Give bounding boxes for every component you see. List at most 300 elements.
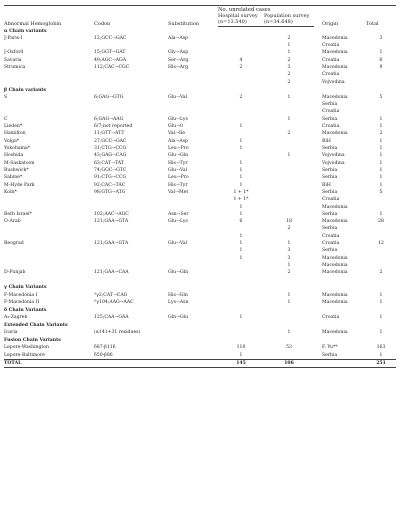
cell-origin: Serbia bbox=[322, 211, 338, 217]
cell-origin: Macedonia bbox=[322, 50, 348, 56]
cell-substitution: His→Arg bbox=[168, 65, 189, 71]
header-row-top bbox=[4, 6, 396, 14]
cell-population-count: 1 bbox=[287, 153, 291, 159]
cell-total bbox=[366, 204, 396, 211]
cell-population-count: 2 bbox=[287, 35, 291, 41]
cell-total: 2 bbox=[379, 131, 383, 137]
cell-abnormal-hemoglobin: Beograd bbox=[4, 241, 24, 247]
cell-hospital-count: 1 + 1* bbox=[233, 197, 249, 203]
table-row bbox=[4, 182, 396, 189]
cell-origin: Croatia bbox=[322, 72, 340, 78]
cell-substitution bbox=[168, 247, 218, 254]
cell-codon: 49;AGC→AGA bbox=[94, 57, 127, 63]
cell-hospital-count: 1 + 1* bbox=[233, 189, 249, 195]
table-row bbox=[4, 352, 396, 360]
cell-codon: 125;CAA→GAA bbox=[94, 315, 129, 321]
cell-hospital-count bbox=[218, 42, 264, 49]
cell-total: 5 bbox=[379, 189, 383, 195]
cell-abnormal-hemoglobin: A₂-Zagreb bbox=[4, 315, 28, 321]
cell-origin: Croatia bbox=[322, 241, 340, 247]
table-row bbox=[4, 138, 396, 145]
cell-hospital-count bbox=[218, 292, 264, 299]
cell-total: 1 bbox=[379, 167, 383, 173]
cell-codon bbox=[82, 196, 168, 203]
cell-codon: 6;GAG→GTG bbox=[94, 94, 124, 100]
cell-substitution: Glu→Gln bbox=[168, 153, 189, 159]
table-row bbox=[4, 189, 396, 196]
cell-codon: 11;GTT→ATT bbox=[94, 131, 125, 137]
table-row bbox=[4, 225, 396, 232]
cell-total: 163 bbox=[376, 345, 386, 351]
section-label: γ Chain Variants bbox=[4, 285, 47, 291]
cell-codon: 15;GGT→GAT bbox=[94, 50, 126, 56]
cell-codon bbox=[82, 204, 168, 211]
cell-population-count bbox=[264, 123, 314, 130]
cell-abnormal-hemoglobin: D-Punjab bbox=[4, 270, 26, 276]
hemoglobin-variants-table bbox=[4, 5, 396, 368]
table-row bbox=[4, 71, 396, 78]
cell-codon: 43;GAG→CAG bbox=[94, 153, 127, 159]
table-row bbox=[4, 64, 396, 71]
header-population-survey: Population survey (n=34.648) bbox=[264, 13, 314, 27]
cell-abnormal-hemoglobin: F-Macedonia I bbox=[4, 292, 38, 298]
table-row bbox=[4, 145, 396, 152]
cell-population-count bbox=[264, 211, 314, 218]
cell-hospital-count: 2 bbox=[239, 94, 243, 100]
cell-total bbox=[366, 196, 396, 203]
cell-origin: Macedonia bbox=[322, 263, 348, 268]
cell-total: 1 bbox=[379, 116, 383, 122]
cell-abnormal-hemoglobin: C bbox=[4, 116, 8, 122]
cell-abnormal-hemoglobin bbox=[4, 42, 82, 49]
cell-abnormal-hemoglobin: F-Macedonia II bbox=[4, 300, 40, 306]
cell-codon bbox=[82, 262, 168, 269]
cell-population-count: 1 bbox=[287, 292, 291, 298]
table-row bbox=[4, 292, 396, 299]
cell-origin: Croatia bbox=[322, 233, 340, 239]
cell-origin: Macedonia bbox=[322, 204, 348, 210]
cell-abnormal-hemoglobin: Sabine* bbox=[4, 175, 23, 181]
cell-abnormal-hemoglobin: Yokohama* bbox=[4, 146, 31, 151]
cell-hospital-count: 6 bbox=[239, 219, 243, 225]
total-population: 106 bbox=[264, 360, 314, 368]
cell-codon: 6/7;not reported bbox=[94, 124, 133, 130]
cell-abnormal-hemoglobin: Hamilton bbox=[4, 131, 26, 137]
cell-abnormal-hemoglobin bbox=[4, 71, 82, 78]
cell-population-count: 3 bbox=[287, 255, 291, 261]
total-hospital: 145 bbox=[218, 360, 264, 368]
cell-total: 2 bbox=[379, 270, 383, 276]
cell-hospital-count: 1 bbox=[239, 160, 243, 166]
cell-abnormal-hemoglobin: Koln* bbox=[4, 189, 17, 195]
cell-abnormal-hemoglobin bbox=[4, 101, 82, 108]
cell-codon bbox=[82, 79, 168, 86]
cell-origin: Croatia bbox=[322, 197, 340, 203]
cell-population-count: 53 bbox=[286, 345, 292, 351]
table-row bbox=[4, 218, 396, 225]
cell-abnormal-hemoglobin: J-Oxford bbox=[4, 50, 24, 56]
cell-origin: Macedonia bbox=[322, 35, 348, 41]
cell-abnormal-hemoglobin: Icaria bbox=[4, 330, 18, 336]
cell-origin: Macedonia bbox=[322, 270, 348, 276]
cell-total: 1 bbox=[379, 138, 383, 144]
cell-population-count bbox=[264, 182, 314, 189]
cell-codon: 121;GAA→GTA bbox=[94, 241, 129, 247]
cell-origin: BiH bbox=[322, 138, 331, 144]
table-row bbox=[4, 79, 396, 86]
cell-substitution: Leu→Pro bbox=[168, 175, 189, 181]
cell-population-count: 3 bbox=[287, 65, 291, 71]
cell-origin: Macedonia bbox=[322, 292, 348, 298]
cell-abnormal-hemoglobin bbox=[4, 204, 82, 211]
header-origin: Origin bbox=[314, 6, 366, 27]
cell-total: 28 bbox=[378, 219, 384, 225]
cell-hospital-count: 1 bbox=[239, 233, 243, 239]
section-label: α Chain variants bbox=[4, 28, 47, 34]
cell-codon: δ50-β86 bbox=[94, 352, 113, 358]
cell-population-count: 2 bbox=[287, 270, 291, 276]
total-label: TOTAL bbox=[4, 360, 82, 368]
cell-total: 1 bbox=[379, 352, 383, 358]
cell-origin: Macedonia bbox=[322, 330, 348, 336]
cell-origin: Macedonia bbox=[322, 131, 348, 137]
table-row bbox=[4, 35, 396, 42]
cell-hospital-count bbox=[218, 130, 264, 137]
cell-substitution: His→Tyr bbox=[168, 160, 188, 166]
cell-hospital-count bbox=[218, 262, 264, 269]
cell-population-count: 2 bbox=[287, 131, 291, 137]
cell-abnormal-hemoglobin bbox=[4, 233, 82, 240]
cell-substitution: Leu→Pro bbox=[168, 146, 189, 151]
cell-population-count bbox=[264, 145, 314, 152]
cell-substitution bbox=[168, 255, 218, 262]
cell-abnormal-hemoglobin: Lieden* bbox=[4, 124, 23, 130]
cell-hospital-count: 1 bbox=[239, 352, 243, 358]
cell-population-count bbox=[264, 101, 314, 108]
cell-codon: 27;GCC→GAC bbox=[94, 138, 127, 144]
cell-substitution bbox=[168, 101, 218, 108]
cell-substitution: Gln→Glu bbox=[168, 315, 189, 321]
cell-abnormal-hemoglobin: Lepore-Washington bbox=[4, 345, 50, 351]
cell-hospital-count: 1 bbox=[239, 241, 243, 247]
cell-hospital-count: 4 bbox=[239, 57, 243, 63]
cell-abnormal-hemoglobin: J-Paris-I bbox=[4, 35, 23, 41]
cell-population-count bbox=[264, 174, 314, 181]
cell-codon: 102;AAC→AGC bbox=[94, 211, 129, 217]
cell-substitution: Glu→0 bbox=[168, 124, 183, 130]
cell-codon: δ87-β116 bbox=[94, 345, 116, 351]
table-row bbox=[4, 130, 396, 137]
cell-origin: Croatia bbox=[322, 109, 340, 115]
cell-substitution: His→Gln bbox=[168, 292, 188, 298]
cell-total: 5 bbox=[379, 94, 383, 100]
cell-total bbox=[366, 101, 396, 108]
cell-population-count: 18 bbox=[286, 219, 292, 225]
cell-origin: Croatia bbox=[322, 315, 340, 321]
cell-abnormal-hemoglobin: Beth Israel* bbox=[4, 211, 32, 217]
cell-substitution: Ala→Asp bbox=[168, 35, 188, 41]
header-hospital-survey: Hospital survey (n=13.540) bbox=[218, 13, 264, 27]
cell-origin: Serbia bbox=[322, 226, 338, 232]
cell-hospital-count bbox=[218, 269, 264, 276]
cell-codon: ᴳγ104;AAG→AAC bbox=[94, 300, 134, 306]
cell-origin: Serbia bbox=[322, 352, 338, 358]
cell-abnormal-hemoglobin bbox=[4, 79, 82, 86]
cell-origin: Serbia bbox=[322, 167, 338, 173]
cell-substitution: Lys→Asn bbox=[168, 300, 189, 306]
cell-codon: 92;CAC→TAC bbox=[94, 182, 126, 188]
cell-population-count: 1 bbox=[287, 50, 291, 56]
cell-substitution bbox=[168, 329, 218, 336]
cell-substitution bbox=[168, 233, 218, 240]
cell-abnormal-hemoglobin: M-Hyde Park bbox=[4, 182, 35, 188]
cell-total: 12 bbox=[378, 241, 384, 247]
table-row bbox=[4, 211, 396, 218]
cell-origin: Macedonia bbox=[322, 65, 348, 71]
cell-substitution: Glu→Val bbox=[168, 94, 188, 100]
header-codon: Codon bbox=[82, 6, 168, 27]
cell-substitution bbox=[168, 108, 218, 115]
cell-origin: F. Yu** bbox=[322, 345, 338, 351]
cell-substitution: His→Tyr bbox=[168, 182, 188, 188]
table-row bbox=[4, 116, 396, 123]
cell-population-count: 1 bbox=[287, 330, 291, 336]
cell-population-count: 2 bbox=[287, 226, 291, 232]
cell-hospital-count bbox=[218, 101, 264, 108]
cell-codon: (α141+31 residues) bbox=[94, 330, 141, 336]
cell-total: 1 bbox=[379, 330, 383, 336]
cell-hospital-count: 1 bbox=[239, 182, 243, 188]
cell-population-count: 1 bbox=[287, 116, 291, 122]
cell-origin: Macedonia bbox=[322, 255, 348, 261]
cell-origin: Serbia bbox=[322, 146, 338, 151]
table-row bbox=[4, 299, 396, 306]
cell-total bbox=[366, 262, 396, 269]
table-row bbox=[4, 269, 396, 276]
cell-population-count bbox=[264, 352, 314, 360]
cell-codon bbox=[82, 247, 168, 254]
cell-substitution: Val→Ile bbox=[168, 131, 185, 137]
cell-hospital-count bbox=[218, 71, 264, 78]
header-substitution: Substitution bbox=[168, 6, 218, 27]
cell-population-count bbox=[264, 189, 314, 196]
cell-hospital-count bbox=[218, 329, 264, 336]
cell-population-count bbox=[264, 233, 314, 240]
total-row bbox=[4, 360, 396, 368]
cell-total: 9 bbox=[379, 65, 383, 71]
cell-codon: 98;GTG→ATG bbox=[94, 189, 126, 195]
empty-cell bbox=[82, 360, 168, 368]
cell-origin: Serbia bbox=[322, 189, 338, 195]
section-row bbox=[4, 337, 396, 345]
cell-population-count: 3 bbox=[287, 248, 291, 254]
cell-codon: 91;CTG→CCG bbox=[94, 175, 127, 181]
cell-population-count bbox=[264, 196, 314, 203]
cell-abnormal-hemoglobin: Bushwick* bbox=[4, 167, 29, 173]
cell-codon bbox=[82, 108, 168, 115]
cell-substitution: Asn→Ser bbox=[168, 211, 189, 217]
table-row bbox=[4, 344, 396, 351]
table-row bbox=[4, 255, 396, 262]
cell-hospital-count bbox=[218, 35, 264, 42]
cell-substitution bbox=[168, 225, 218, 232]
cell-total bbox=[366, 233, 396, 240]
cell-population-count bbox=[264, 314, 314, 321]
cell-total: 3 bbox=[379, 35, 383, 41]
cell-codon: ᴬγ2;CAT→CAG bbox=[94, 292, 128, 298]
cell-total: 1 bbox=[379, 124, 383, 130]
cell-origin: Vojvodina bbox=[322, 153, 345, 159]
cell-abnormal-hemoglobin bbox=[4, 225, 82, 232]
cell-population-count: 1 bbox=[287, 263, 291, 268]
table-row bbox=[4, 152, 396, 159]
cell-hospital-count: 1 bbox=[239, 248, 243, 254]
cell-origin: Serbia bbox=[322, 175, 338, 181]
cell-total bbox=[366, 108, 396, 115]
cell-codon: 74;GGC→GTC bbox=[94, 167, 127, 173]
spacer-cell bbox=[4, 277, 396, 284]
cell-population-count: 2 bbox=[287, 57, 291, 63]
table-row bbox=[4, 262, 396, 269]
header-unrelated-cases: No. unrelated cases bbox=[218, 6, 314, 14]
cell-codon bbox=[82, 42, 168, 49]
cell-total: 1 bbox=[379, 182, 383, 188]
table-row bbox=[4, 196, 396, 203]
header-abnormal: Abnormal Hemoglobin bbox=[4, 6, 82, 27]
cell-total bbox=[366, 247, 396, 254]
cell-total bbox=[366, 79, 396, 86]
cell-hospital-count bbox=[218, 299, 264, 306]
spacer-row bbox=[4, 277, 396, 284]
cell-total: 1 bbox=[379, 146, 383, 151]
cell-substitution: Glu→Gln bbox=[168, 270, 189, 276]
table-row bbox=[4, 123, 396, 130]
cell-total: 1 bbox=[379, 153, 383, 159]
cell-population-count: 1 bbox=[287, 94, 291, 100]
cell-origin: BiH bbox=[322, 182, 331, 188]
section-row bbox=[4, 284, 396, 292]
cell-origin: Croatia bbox=[322, 124, 340, 130]
cell-hospital-count bbox=[218, 116, 264, 123]
cell-substitution: Glu→Val bbox=[168, 167, 188, 173]
cell-substitution: Gly→Asp bbox=[168, 50, 189, 56]
cell-population-count bbox=[264, 167, 314, 174]
cell-population-count: 2 bbox=[287, 72, 291, 78]
cell-abnormal-hemoglobin: O-Arab bbox=[4, 219, 21, 225]
cell-total: 1 bbox=[379, 292, 383, 298]
table-row bbox=[4, 57, 396, 64]
table-row bbox=[4, 160, 396, 167]
cell-hospital-count: 1 bbox=[239, 175, 243, 181]
table-row bbox=[4, 49, 396, 56]
table-row bbox=[4, 42, 396, 49]
cell-codon bbox=[82, 101, 168, 108]
cell-population-count: 2 bbox=[287, 79, 291, 85]
empty-cell bbox=[168, 360, 218, 368]
cell-abnormal-hemoglobin: S bbox=[4, 94, 8, 100]
section-row bbox=[4, 86, 396, 94]
cell-hospital-count: 1 bbox=[239, 315, 243, 321]
cell-substitution bbox=[168, 71, 218, 78]
table-row bbox=[4, 167, 396, 174]
cell-population-count bbox=[264, 204, 314, 211]
cell-abnormal-hemoglobin: Hoshida bbox=[4, 153, 24, 159]
cell-hospital-count bbox=[218, 225, 264, 232]
cell-abnormal-hemoglobin: M-Saskatoon bbox=[4, 160, 35, 166]
cell-substitution: Glu→Lys bbox=[168, 116, 188, 122]
cell-total: 1 bbox=[379, 160, 383, 166]
cell-hospital-count: 1 bbox=[239, 204, 243, 210]
cell-codon bbox=[82, 255, 168, 262]
cell-substitution bbox=[168, 352, 218, 360]
cell-origin: Serbia bbox=[322, 116, 338, 122]
cell-total: 6 bbox=[379, 57, 383, 63]
cell-hospital-count: 1 bbox=[239, 146, 243, 151]
cell-origin: Vojvodina bbox=[322, 79, 345, 85]
cell-hospital-count: 1 bbox=[239, 138, 243, 144]
cell-substitution: Val→Met bbox=[168, 189, 189, 195]
cell-hospital-count: 1 bbox=[239, 255, 243, 261]
table-row bbox=[4, 329, 396, 336]
section-label: Extended Chain Variants bbox=[4, 323, 68, 328]
cell-substitution: Glu→Val bbox=[168, 241, 188, 247]
cell-population-count bbox=[264, 138, 314, 145]
table-row bbox=[4, 108, 396, 115]
table-row bbox=[4, 314, 396, 321]
cell-codon: 121;GAA→GTA bbox=[94, 219, 129, 225]
total-value: 251 bbox=[366, 360, 396, 368]
cell-total bbox=[366, 225, 396, 232]
cell-origin: Croatia bbox=[322, 43, 340, 49]
table-row bbox=[4, 247, 396, 254]
cell-substitution: Glu→Lys bbox=[168, 219, 188, 225]
cell-hospital-count: 1 bbox=[239, 167, 243, 173]
cell-hospital-count: 1 bbox=[239, 211, 243, 217]
cell-population-count bbox=[264, 108, 314, 115]
cell-hospital-count: 110 bbox=[236, 345, 246, 351]
section-label: Fusion Chain Variants bbox=[4, 338, 61, 344]
cell-total: 1 bbox=[379, 175, 383, 181]
cell-abnormal-hemoglobin bbox=[4, 262, 82, 269]
cell-substitution bbox=[168, 79, 218, 86]
cell-total bbox=[366, 42, 396, 49]
cell-codon: 121;GAA→CAA bbox=[94, 270, 129, 276]
cell-total: 1 bbox=[379, 300, 383, 306]
section-row bbox=[4, 306, 396, 314]
cell-substitution bbox=[168, 196, 218, 203]
cell-population-count: 1 bbox=[287, 300, 291, 306]
cell-codon bbox=[82, 225, 168, 232]
section-label: β Chain variants bbox=[4, 87, 47, 93]
cell-total: 1 bbox=[379, 211, 383, 217]
cell-substitution: Ala→Asp bbox=[168, 138, 188, 144]
section-label: δ Chain Variants bbox=[4, 307, 47, 313]
cell-origin: Vojvodina bbox=[322, 160, 345, 166]
cell-abnormal-hemoglobin: Lepore-Baltimore bbox=[4, 352, 45, 358]
cell-codon: 63;CAT→TAT bbox=[94, 160, 124, 166]
cell-hospital-count: 1 bbox=[239, 124, 243, 130]
cell-substitution bbox=[168, 344, 218, 351]
cell-substitution bbox=[168, 262, 218, 269]
table-row bbox=[4, 204, 396, 211]
table-row bbox=[4, 233, 396, 240]
cell-origin: Macedonia bbox=[322, 219, 348, 225]
cell-hospital-count bbox=[218, 108, 264, 115]
cell-origin: Macedonia bbox=[322, 300, 348, 306]
cell-abnormal-hemoglobin bbox=[4, 255, 82, 262]
cell-total: 1 bbox=[379, 315, 383, 321]
table-row bbox=[4, 101, 396, 108]
